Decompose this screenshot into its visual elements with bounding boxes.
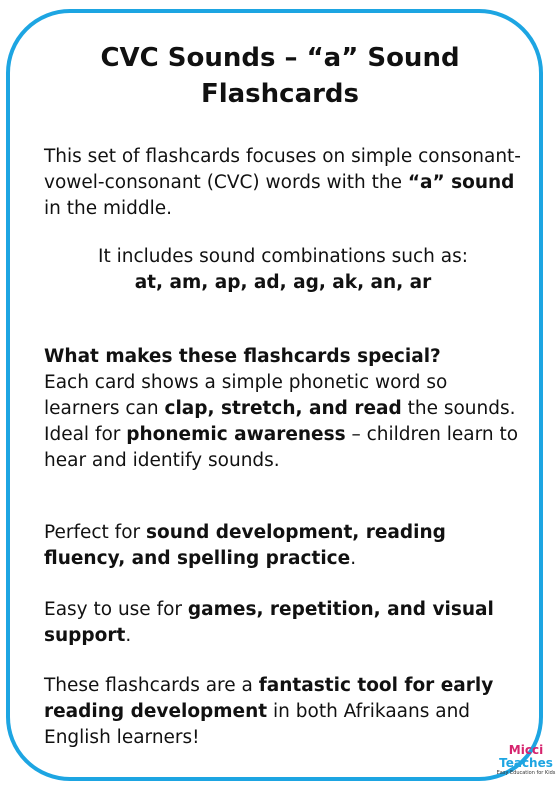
logo-line-1: Micci	[508, 743, 544, 757]
sound-combinations: at, am, ap, ad, ag, ak, an, ar	[134, 272, 432, 293]
special-line-2-bold: phonemic awareness	[126, 424, 346, 445]
special-line-2-text-a: Ideal for	[44, 424, 127, 445]
special-line-2	[44, 422, 522, 474]
easy-bold: games, repetition, and visual support	[44, 599, 494, 646]
perfect-text-a: Perfect for	[44, 522, 147, 543]
intro-text-2: in the middle.	[44, 198, 173, 219]
perfect-bold: sound development, reading fluency, and spelling practice	[44, 522, 446, 569]
title-line-1: CVC Sounds – “a” Sound	[100, 43, 460, 73]
special-line-2-text-b: – children learn to hear and identify sounds.	[44, 424, 519, 471]
special-line-1-text-a: Each card shows a simple phonetic word so learners can	[44, 372, 448, 419]
intro-bold: “a” sound	[407, 172, 515, 193]
title-line-2: Flashcards	[200, 79, 360, 109]
closing-bold: fantastic tool for early reading development	[44, 675, 494, 722]
micci-teaches-logo	[494, 744, 558, 790]
closing-text-b: in both Afrikaans and English learners!	[44, 701, 471, 748]
closing-text-a: These flashcards are a	[44, 675, 259, 696]
includes-text: It includes sound combinations such as:	[98, 246, 468, 267]
special-line-1	[44, 370, 522, 422]
intro-paragraph	[44, 144, 522, 222]
logo-line-2: Teaches	[499, 756, 553, 770]
easy-text-a: Easy to use for	[44, 599, 188, 620]
special-line-1-text-b: the sounds.	[401, 398, 516, 419]
special-heading: What makes these flashcards special?	[44, 346, 441, 367]
easy-paragraph	[44, 597, 522, 649]
easy-text-b: .	[125, 625, 132, 646]
intro-text-1: This set of flashcards focuses on simple consonant-vowel-consonant (CVC) words with the	[44, 146, 521, 193]
special-section	[44, 344, 522, 474]
includes-paragraph	[44, 244, 522, 296]
perfect-paragraph	[44, 520, 522, 572]
logo-tagline: Easy Education for Kids	[496, 770, 556, 776]
special-line-1-bold: clap, stretch, and read	[164, 398, 402, 419]
perfect-text-b: .	[350, 548, 357, 569]
closing-paragraph	[44, 673, 522, 751]
page-title	[80, 40, 480, 112]
